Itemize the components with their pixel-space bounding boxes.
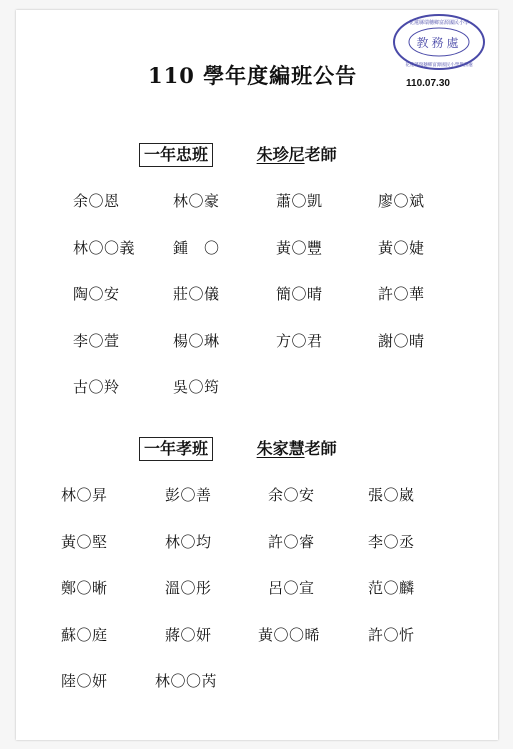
teacher-title: 老師 <box>304 145 337 164</box>
student-name: 蘇〇庭 <box>61 625 108 644</box>
student-name: 蕭〇凱 <box>276 192 323 210</box>
student-name: 張〇崴 <box>368 486 415 504</box>
student-name: 鄭〇晰 <box>61 579 108 597</box>
stamp-center-text: 教務處 <box>416 36 462 50</box>
student-name: 林〇昇 <box>61 486 108 504</box>
student-name: 許〇忻 <box>368 625 415 644</box>
student-name: 李〇萱 <box>73 331 120 350</box>
teacher <box>257 438 337 460</box>
student-name: 陸〇妍 <box>61 672 108 690</box>
student-name: 許〇華 <box>378 285 425 303</box>
student-name: 黃〇堅 <box>61 532 108 551</box>
class-header-1 <box>139 143 337 167</box>
class-header-2 <box>139 437 337 461</box>
official-stamp <box>392 13 486 71</box>
class-name: 一年孝班 <box>139 437 213 461</box>
student-name: 簡〇晴 <box>276 285 323 303</box>
student-name: 余〇恩 <box>73 192 120 210</box>
student-name: 范〇麟 <box>368 579 415 597</box>
teacher-name: 朱珍尼 <box>256 145 305 164</box>
student-name: 古〇羚 <box>73 378 120 396</box>
stamp-top-text: 花蓮縣瑞穗鄉富源國民小學 <box>408 20 470 26</box>
student-name: 莊〇儀 <box>173 285 220 303</box>
student-name: 林〇〇芮 <box>155 672 218 690</box>
teacher-title: 老師 <box>304 439 337 458</box>
class-name: 一年忠班 <box>139 143 213 167</box>
student-name: 蔣〇妍 <box>165 625 212 644</box>
student-name: 林〇豪 <box>173 192 220 210</box>
announcement-date: 110.07.30 <box>406 78 450 89</box>
stamp-bottom-text: 花蓮縣瑞穗鄉富源國民小學教務處 <box>405 63 473 68</box>
student-name: 呂〇宣 <box>268 579 315 597</box>
student-name: 溫〇彤 <box>165 579 212 597</box>
student-name: 彭〇善 <box>165 486 212 504</box>
student-name: 方〇君 <box>276 331 323 350</box>
page-title: 110 學年度編班公告 <box>148 63 358 88</box>
teacher-name: 朱家慧 <box>256 439 305 458</box>
student-name: 吳〇筠 <box>173 378 220 396</box>
student-name: 余〇安 <box>268 486 315 504</box>
student-name: 林〇〇義 <box>73 238 136 257</box>
student-name: 黃〇〇晞 <box>258 625 321 644</box>
student-name: 李〇丞 <box>368 532 415 551</box>
student-name: 林〇均 <box>165 532 212 551</box>
student-name: 廖〇斌 <box>378 192 425 210</box>
student-name: 黃〇婕 <box>378 238 425 257</box>
teacher <box>257 144 337 166</box>
student-name: 謝〇晴 <box>378 331 425 350</box>
student-name: 陶〇安 <box>73 285 120 303</box>
student-name: 楊〇琳 <box>173 331 220 350</box>
student-name: 黃〇豐 <box>276 238 323 257</box>
student-name: 許〇睿 <box>268 532 315 551</box>
student-name: 鍾 〇 <box>173 238 220 257</box>
